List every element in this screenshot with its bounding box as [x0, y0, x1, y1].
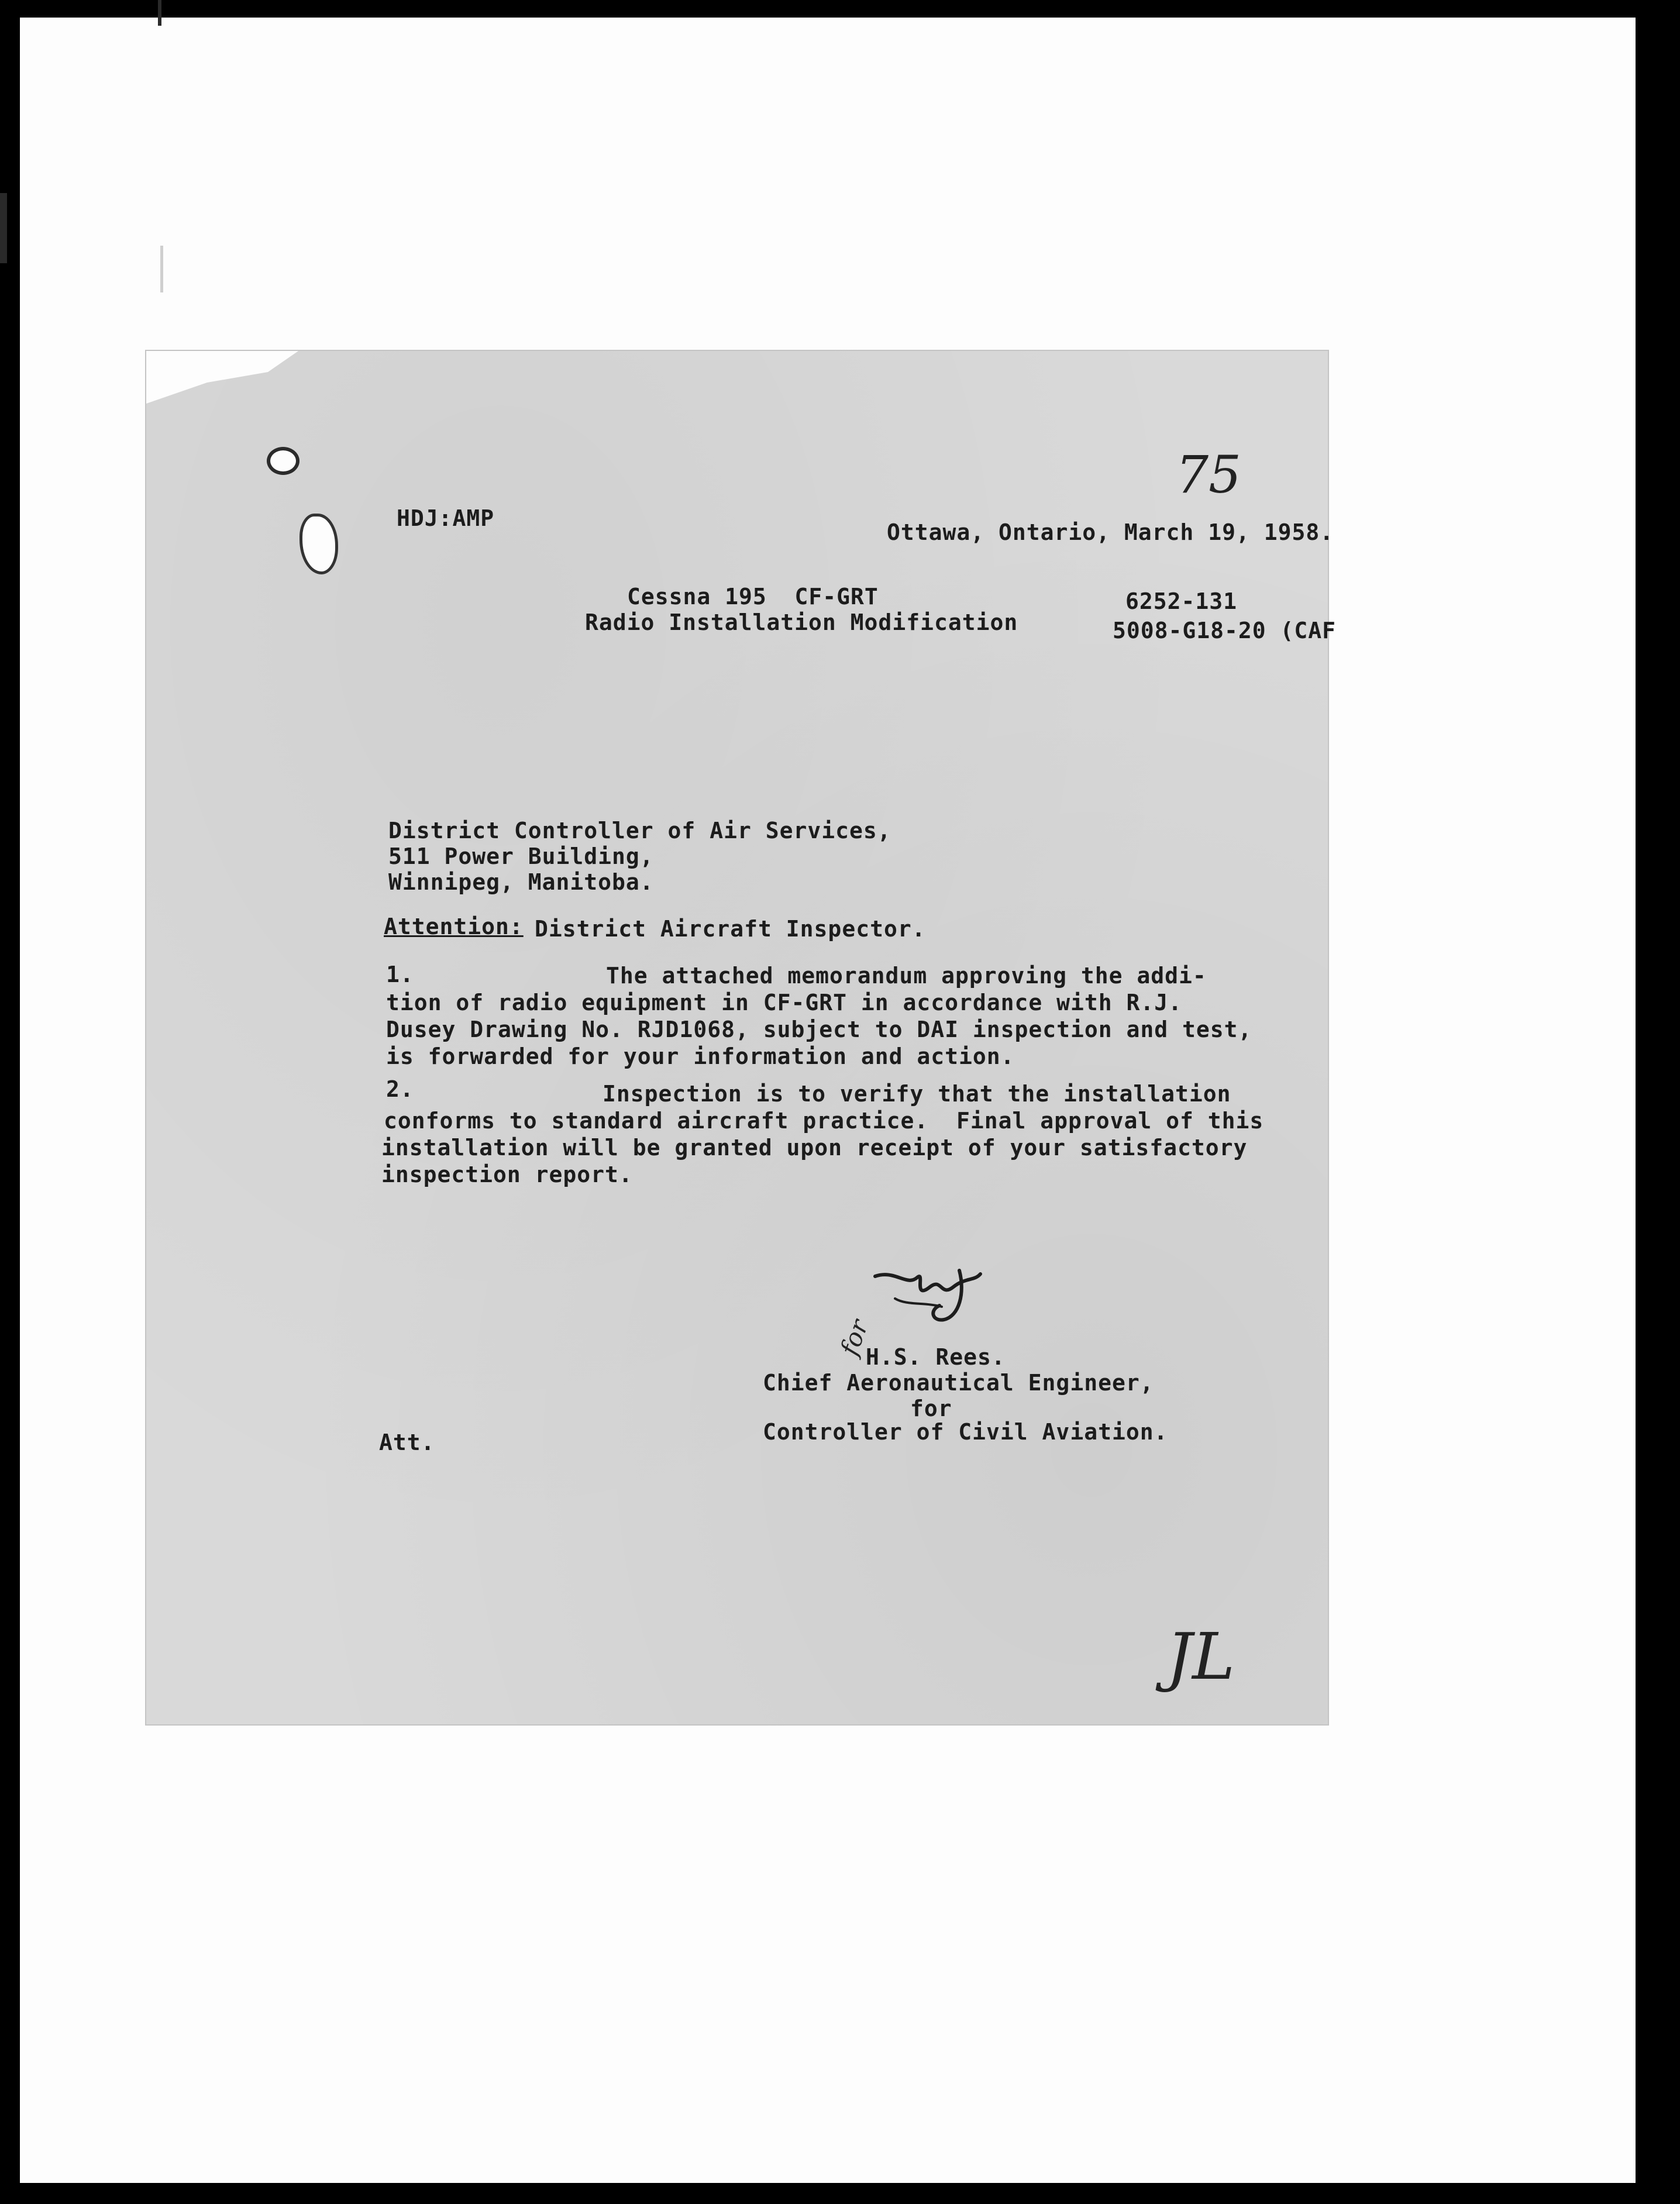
paragraph-1-line: is forwarded for your information and action. — [386, 1044, 1015, 1069]
corner-initials: JL — [1166, 1619, 1235, 1694]
punch-tear — [299, 514, 338, 574]
paragraph-1-line: Dusey Drawing No. RJD1068, subject to DAI inspection and test, — [386, 1017, 1252, 1042]
address-line-2: 511 Power Building, — [388, 843, 654, 869]
paragraph-2-line: Inspection is to verify that the installation — [603, 1081, 1231, 1107]
subject-line-2: Radio Installation Modification — [585, 609, 1018, 635]
torn-corner — [146, 351, 298, 404]
edge-mark — [158, 0, 161, 26]
paragraph-2-line: conforms to standard aircraft practice. Final approval of this — [384, 1108, 1264, 1134]
subject-line-1: Cessna 195 CF-GRT — [627, 584, 879, 609]
file-number-1: 6252-131 — [1125, 588, 1238, 614]
enclosure-note: Att. — [379, 1430, 435, 1455]
page-number: 75 — [1176, 445, 1241, 505]
paragraph-1-line: The attached memorandum approving the addi- — [606, 963, 1207, 989]
edge-mark — [160, 246, 163, 292]
reference-initials: HDJ:AMP — [397, 505, 495, 531]
paragraph-1-number: 1. — [386, 962, 414, 987]
file-number-2: 5008-G18-20 (CAF — [1113, 618, 1337, 643]
signature-for-mark: for — [835, 1315, 874, 1359]
handwritten-signature — [872, 1263, 989, 1328]
signatory-organization: Controller of Civil Aviation. — [763, 1419, 1168, 1445]
address-line-1: District Controller of Air Services, — [388, 818, 891, 843]
signatory-for: for — [910, 1396, 952, 1421]
paragraph-2-number: 2. — [386, 1076, 414, 1102]
signatory-title: Chief Aeronautical Engineer, — [763, 1370, 1154, 1396]
edge-mark — [0, 193, 7, 263]
address-line-3: Winnipeg, Manitoba. — [388, 869, 654, 895]
paragraph-1-line: tion of radio equipment in CF-GRT in accordance with R.J. — [386, 990, 1183, 1015]
place-date: Ottawa, Ontario, March 19, 1958. — [887, 519, 1334, 545]
attention-label: Attention: — [384, 914, 524, 939]
paragraph-2-line: installation will be granted upon receipt of your satisfactory — [381, 1135, 1248, 1160]
punch-hole — [270, 450, 296, 471]
signatory-name: H.S. Rees. — [866, 1344, 1006, 1370]
attention-value: District Aircraft Inspector. — [535, 916, 926, 942]
paragraph-2-line: inspection report. — [381, 1162, 633, 1187]
